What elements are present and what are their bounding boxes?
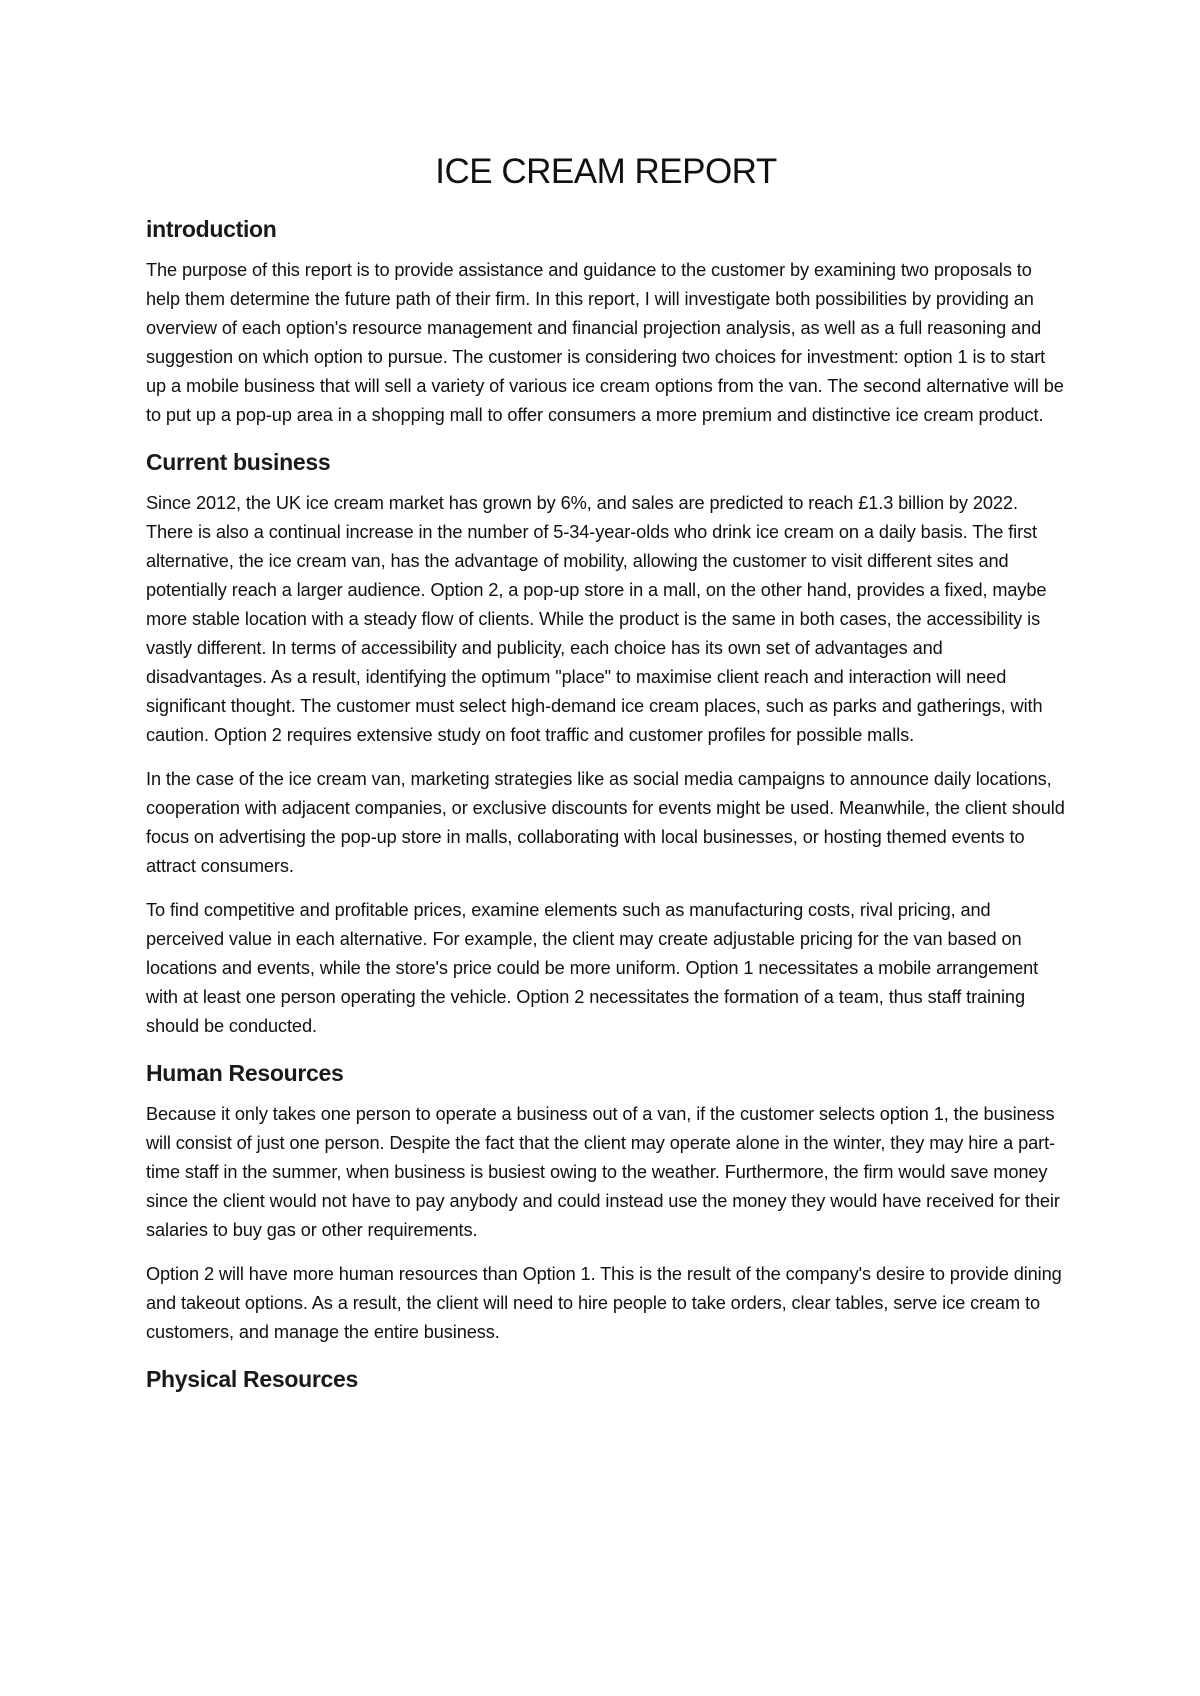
paragraph: In the case of the ice cream van, marketing strategies like as social media campaigns to announce daily locations, cooperation with adjacent companies, or exclusive discounts for events might be used. Meanwhile, the client should focus on advertising the pop-up store in malls, collaborating with local businesses, or hosting themed events to attract consumers. [146, 769, 1065, 876]
document-body [146, 148, 1066, 1406]
document-title: ICE CREAM REPORT [435, 152, 777, 191]
section-heading: Physical Resources [146, 1366, 358, 1392]
paragraph: To find competitive and profitable prices, examine elements such as manufacturing costs, rival pricing, and perceived value in each alternative. For example, the client may create adjustable pricing for the van based on locations and events, while the store's price could be more uniform. Option 1 necessitates a mobile arrangement with at least one person operating the vehicle. Option 2 necessitates the formation of a team, thus staff training should be conducted. [146, 900, 1039, 1036]
paragraph: The purpose of this report is to provide assistance and guidance to the customer by examining two proposals to help them determine the future path of their firm. In this report, I will investigate both possibilities by providing an overview of each option's resource management and financial projection analysis, as well as a full reasoning and suggestion on which option to pursue. The customer is considering two choices for investment: option 1 is to start up a mobile business that will sell a variety of various ice cream options from the van. The second alternative will be to put up a pop-up area in a shopping mall to offer consumers a more premium and distinctive ice cream product. [146, 260, 1064, 425]
section-current-business [146, 447, 1066, 1041]
section-human-resources [146, 1058, 1066, 1347]
paragraph: Because it only takes one person to operate a business out of a van, if the customer selects option 1, the business will consist of just one person. Despite the fact that the client may operate alone in the winter, they may hire a part-time staff in the summer, when business is busiest owing to the weather. Furthermore, the firm would save money since the client would not have to pay anybody and could instead use the money they would have received for their salaries to buy gas or other requirements. [146, 1104, 1060, 1240]
section-heading: Current business [146, 449, 331, 475]
paragraph: Option 2 will have more human resources than Option 1. This is the result of the company's desire to provide dining and takeout options. As a result, the client will need to hire people to take orders, clear tables, serve ice cream to customers, and manage the entire business. [146, 1264, 1062, 1342]
section-physical-resources [146, 1364, 1066, 1394]
section-heading: introduction [146, 216, 277, 242]
section-heading: Human Resources [146, 1060, 344, 1086]
section-introduction [146, 214, 1066, 430]
paragraph: Since 2012, the UK ice cream market has grown by 6%, and sales are predicted to reach £1.3 billion by 2022. There is also a continual increase in the number of 5-34-year-olds who drink ice cream on a daily basis. The first alternative, the ice cream van, has the advantage of mobility, allowing the customer to visit different sites and potentially reach a larger audience. Option 2, a pop-up store in a mall, on the other hand, provides a fixed, maybe more stable location with a steady flow of clients. While the product is the same in both cases, the accessibility is vastly different. In terms of accessibility and publicity, each choice has its own set of advantages and disadvantages. As a result, identifying the optimum "place" to maximise client reach and interaction will need significant thought. The customer must select high-demand ice cream places, such as parks and gatherings, with caution. Option 2 requires extensive study on foot traffic and customer profiles for possible malls. [146, 493, 1047, 745]
